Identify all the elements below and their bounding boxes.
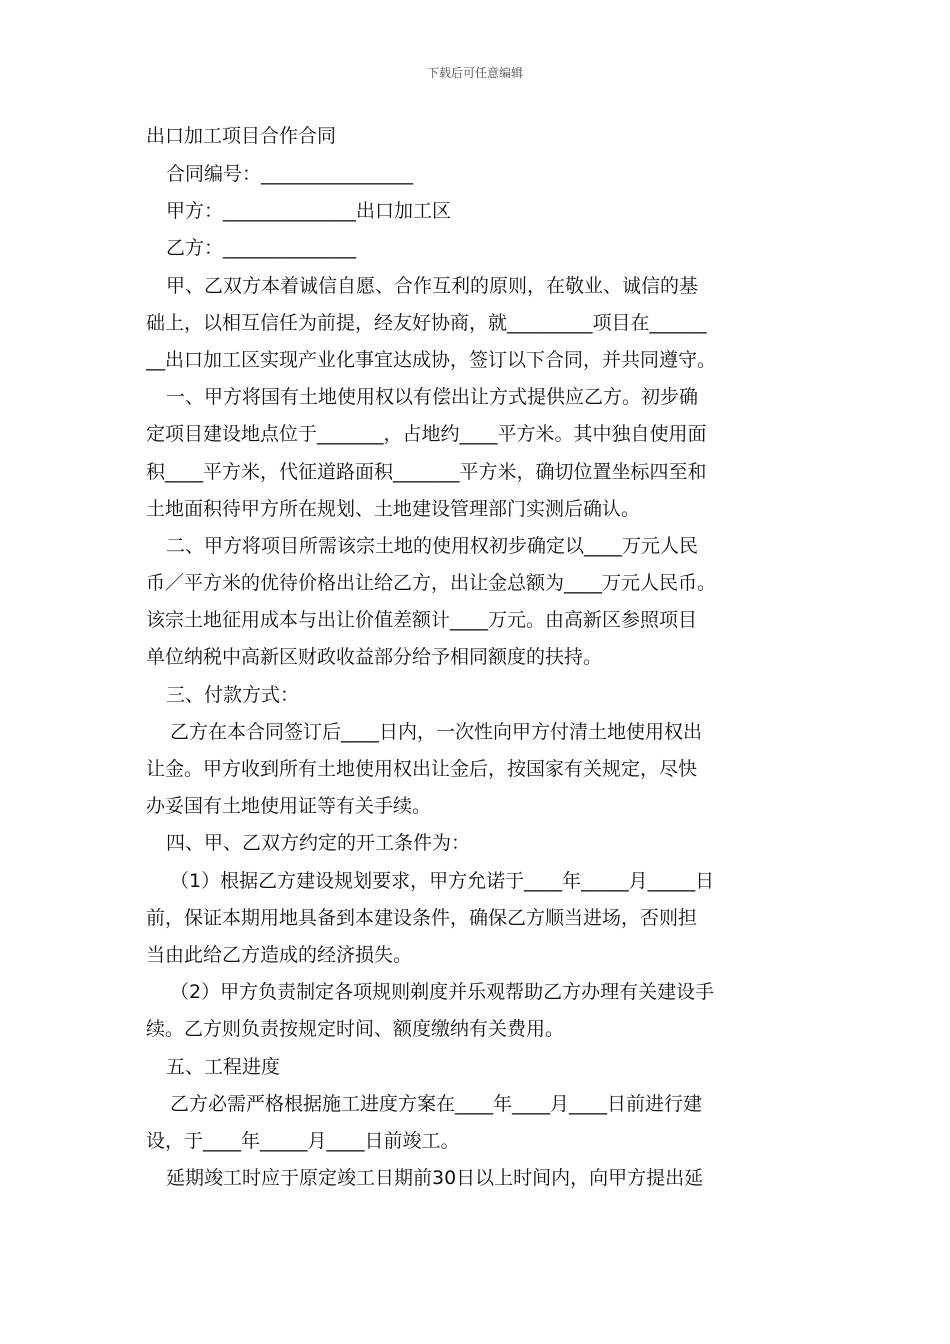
clause-2-line-1: 二、甲方将项目所需该宗土地的使用权初步确定以____万元人民 [166,534,699,557]
clause-4-heading: 四、甲、乙双方约定的开工条件为： [166,832,471,855]
document-title: 出口加工项目合作合同 [146,125,337,147]
clause-4-item-2-line-2: 续。乙方则负责按规定时间、额度缴纳有关费用。 [146,1018,565,1041]
clause-3-line-3: 办妥国有土地使用证等有关手续。 [146,795,432,818]
clause-3-line-1: 乙方在本合同签订后____日内，一次性向甲方付清土地使用权出 [170,720,703,743]
preamble-line-3: __出口加工区实现产业化事宜达成协，签订以下合同，并共同遵守。 [146,348,717,371]
party-b-line: 乙方：______________ [166,237,357,260]
clause-5-line-3: 延期竣工时应于原定竣工日期前30日以上时间内，向甲方提出延 [166,1167,704,1190]
clause-4-item-2-line-1: （2）甲方负责制定各项规则剃度并乐观帮助乙方办理有关建设手 [170,981,715,1004]
contract-number-line: 合同编号：________________ [166,163,414,185]
page-header-note: 下载后可任意编辑 [426,66,523,80]
clause-4-item-1-line-2: 前，保证本期用地具备到本建设条件，确保乙方顺当进场，否则担 [146,906,698,929]
clause-1-line-4: 土地面积待甲方所在规划、土地建设管理部门实测后确认。 [146,497,641,520]
clause-3-line-2: 让金。甲方收到所有土地使用权出让金后，按国家有关规定，尽快 [146,758,698,780]
clause-4-item-1-line-3: 当由此给乙方造成的经济损失。 [146,943,413,966]
clause-1-line-3: 积____平方米，代征道路面积_______平方米，确切位置坐标四至和 [146,460,707,483]
clause-1-line-2: 定项目建设地点位于_______，占地约____平方米。其中独自使用面 [146,423,707,446]
party-a-line: 甲方：______________出口加工区 [166,200,452,223]
clause-2-line-2: 币／平方米的优待价格出让给乙方，出让金总额为____万元人民币。 [146,572,717,595]
clause-2-line-3: 该宗土地征用成本与出让价值差额计____万元。由高新区参照项目 [146,609,698,632]
preamble-line-1: 甲、乙双方本着诚信自愿、合作互利的原则，在敬业、诚信的基 [166,274,699,297]
clause-3-heading: 三、付款方式： [166,683,300,706]
clause-2-line-4: 单位纳税中高新区财政收益部分给予相同额度的扶持。 [146,646,603,669]
clause-4-item-1-line-1: （1）根据乙方建设规划要求，甲方允诺于____年_____月_____日 [170,869,715,892]
clause-5-heading: 五、工程进度 [166,1055,281,1078]
preamble-line-2: 础上，以相互信任为前提，经友好协商，就_________项目在______ [146,311,707,334]
clause-5-line-1: 乙方必需严格根据施工进度方案在____年____月____日前进行建 [170,1092,703,1115]
clause-1-line-1: 一、甲方将国有土地使用权以有偿出让方式提供应乙方。初步确 [166,386,699,409]
contract-document [146,116,818,1197]
clause-5-line-2: 设，于____年_____月____日前竣工。 [146,1129,460,1152]
